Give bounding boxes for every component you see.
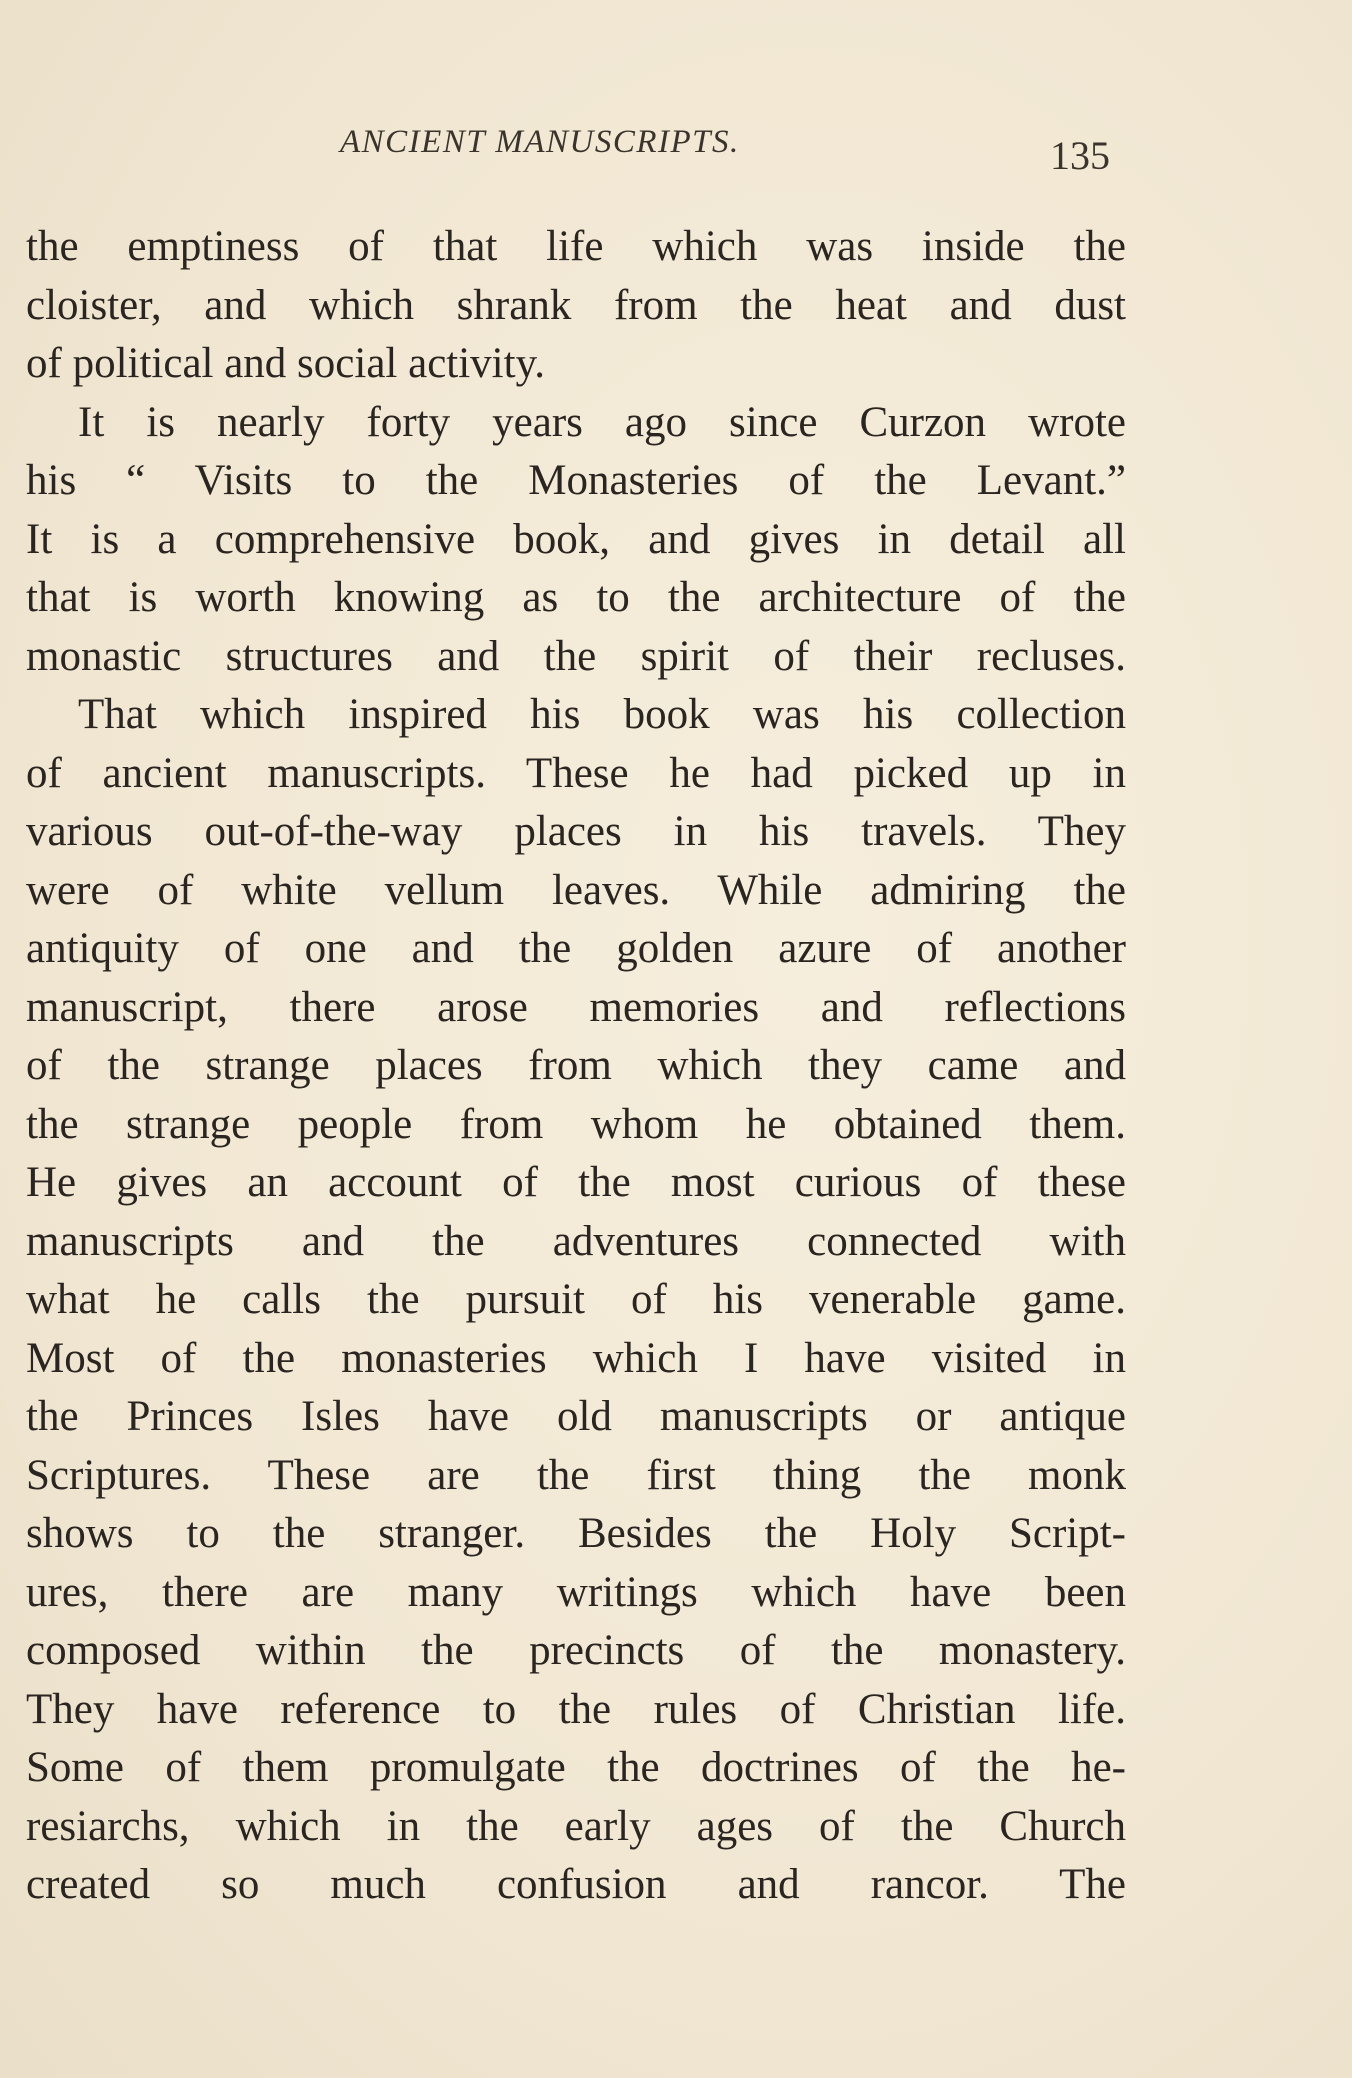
- text-line: It is nearly forty years ago since Curzon wrote: [78, 398, 1126, 446]
- text-line: monastic structures and the spirit of their recluses.: [26, 632, 1126, 680]
- running-title: ANCIENT MANUSCRIPTS.: [340, 124, 740, 160]
- text-line: the Princes Isles have old manuscripts or antique: [26, 1393, 1126, 1440]
- text-line: the strange people from whom he obtained them.: [26, 1100, 1126, 1148]
- text-line: manuscript, there arose memories and reflections: [26, 983, 1126, 1031]
- text-line: were of white vellum leaves. While admiring the: [26, 866, 1126, 914]
- text-line: various out-of-the-way places in his travels. They: [26, 808, 1126, 855]
- text-line: composed within the precincts of the monastery.: [26, 1627, 1126, 1674]
- text-line: cloister, and which shrank from the heat and dust: [26, 281, 1126, 329]
- text-line: that is worth knowing as to the architecture of the: [26, 574, 1126, 621]
- text-line: Scriptures. These are the first thing the monk: [26, 1451, 1126, 1499]
- body-text: [26, 218, 1126, 1915]
- text-line: It is a comprehensive book, and gives in detail all: [26, 515, 1126, 563]
- text-line: Some of them promulgate the doctrines of the he-: [26, 1744, 1126, 1791]
- text-line: Most of the monasteries which I have visited in: [26, 1334, 1126, 1382]
- text-line: of political and social activity.: [26, 340, 546, 387]
- text-line: what he calls the pursuit of his venerable game.: [26, 1276, 1126, 1323]
- text-line: resiarchs, which in the early ages of the Church: [26, 1802, 1126, 1850]
- text-line: antiquity of one and the golden azure of another: [26, 925, 1126, 972]
- text-line: manuscripts and the adventures connected with: [26, 1217, 1126, 1265]
- text-line: ures, there are many writings which have been: [26, 1568, 1126, 1616]
- text-line: his “ Visits to the Monasteries of the Levant.”: [26, 457, 1126, 504]
- text-line: That which inspired his book was his collection: [78, 691, 1126, 738]
- text-line: the emptiness of that life which was inside the: [26, 223, 1126, 270]
- text-line: They have reference to the rules of Christian life.: [26, 1685, 1126, 1733]
- text-line: shows to the stranger. Besides the Holy Script-: [26, 1510, 1126, 1557]
- text-line: He gives an account of the most curious of these: [26, 1159, 1126, 1206]
- text-line: of the strange places from which they came and: [26, 1042, 1126, 1089]
- text-line: created so much confusion and rancor. The: [26, 1861, 1126, 1908]
- running-head: [0, 118, 1352, 178]
- text-line: of ancient manuscripts. These he had picked up in: [26, 749, 1126, 797]
- page-number: 135: [1050, 133, 1110, 178]
